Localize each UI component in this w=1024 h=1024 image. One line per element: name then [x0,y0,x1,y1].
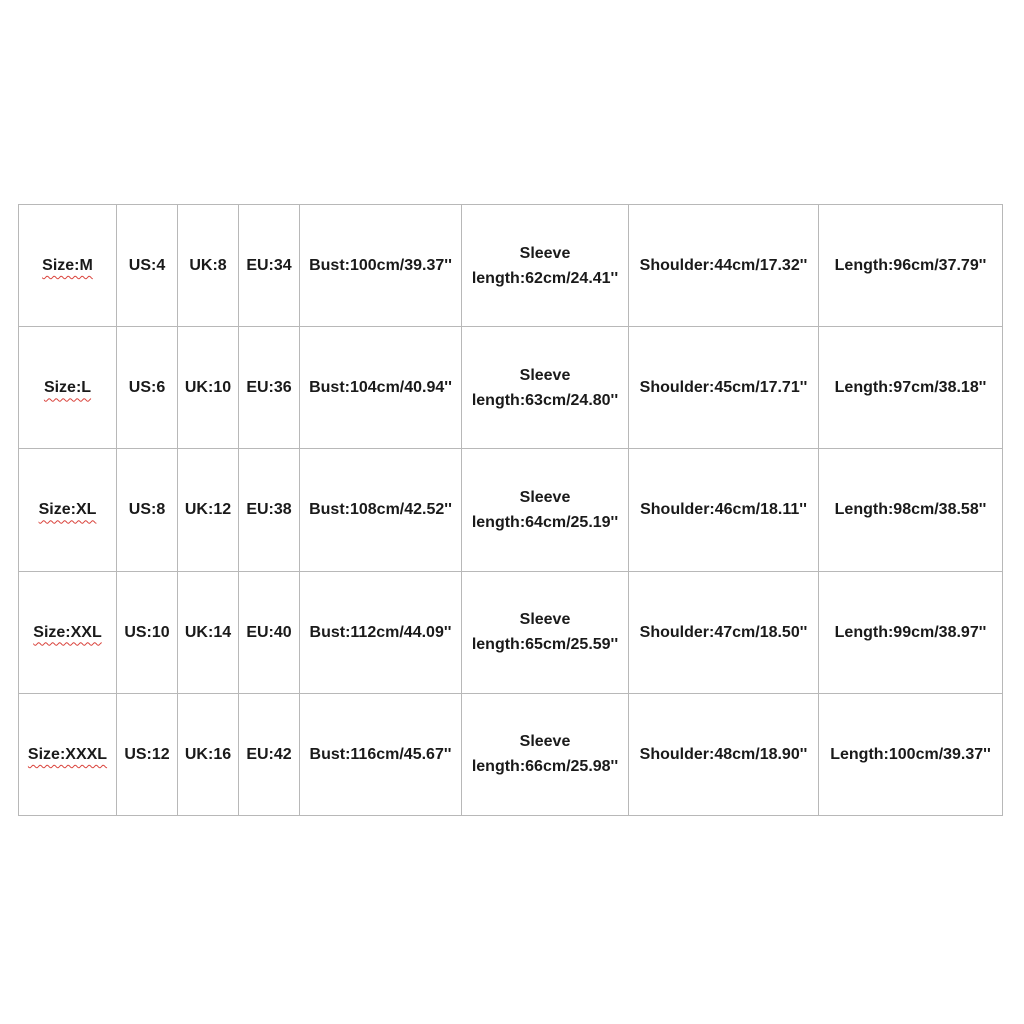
size-chart-table [18,204,1003,816]
eu-size-cell: EU:36 [239,327,300,449]
length-cell: Length:98cm/38.58'' [819,449,1003,571]
length-cell: Length:97cm/38.18'' [819,327,1003,449]
sleeve-label-line: Sleeve [519,611,571,629]
us-size-cell: US:12 [117,693,178,815]
bust-cell: Bust:104cm/40.94'' [300,327,462,449]
shoulder-cell: Shoulder:45cm/17.71'' [629,327,819,449]
size-label: Size:XXXL [27,745,108,763]
size-row-xxl [19,571,1003,693]
bust-cell: Bust:112cm/44.09'' [300,571,462,693]
sleeve-label-line: Sleeve [519,733,571,751]
bust-cell: Bust:100cm/39.37'' [300,205,462,327]
us-size-cell: US:8 [117,449,178,571]
sleeve-length-cell [462,449,629,571]
us-size-cell: US:4 [117,205,178,327]
uk-size-cell: UK:12 [178,449,239,571]
sleeve-length-cell [462,693,629,815]
size-cell [19,205,117,327]
bust-cell: Bust:116cm/45.67'' [300,693,462,815]
size-label: Size:XL [38,501,97,519]
size-label: Size:XXL [33,623,102,641]
sleeve-value-line: length:66cm/25.98'' [471,758,619,776]
sleeve-length-cell [462,571,629,693]
uk-size-cell: UK:16 [178,693,239,815]
size-cell [19,693,117,815]
uk-size-cell: UK:8 [178,205,239,327]
sleeve-value-line: length:63cm/24.80'' [471,391,619,409]
sleeve-length-cell [462,327,629,449]
size-row-m [19,205,1003,327]
sleeve-label-line: Sleeve [519,488,571,506]
sleeve-value-line: length:65cm/25.59'' [471,636,619,654]
sleeve-value-line: length:62cm/24.41'' [471,269,619,287]
shoulder-cell: Shoulder:47cm/18.50'' [629,571,819,693]
size-row-xl [19,449,1003,571]
length-cell: Length:96cm/37.79'' [819,205,1003,327]
sleeve-label-line: Sleeve [519,366,571,384]
eu-size-cell: EU:34 [239,205,300,327]
size-label: Size:L [43,379,92,397]
shoulder-cell: Shoulder:44cm/17.32'' [629,205,819,327]
sleeve-length-cell [462,205,629,327]
size-cell [19,449,117,571]
us-size-cell: US:10 [117,571,178,693]
size-row-xxxl [19,693,1003,815]
us-size-cell: US:6 [117,327,178,449]
eu-size-cell: EU:40 [239,571,300,693]
eu-size-cell: EU:38 [239,449,300,571]
size-row-l [19,327,1003,449]
shoulder-cell: Shoulder:46cm/18.11'' [629,449,819,571]
size-label: Size:M [42,257,93,275]
uk-size-cell: UK:10 [178,327,239,449]
sleeve-value-line: length:64cm/25.19'' [471,513,619,531]
size-cell [19,571,117,693]
size-cell [19,327,117,449]
length-cell: Length:99cm/38.97'' [819,571,1003,693]
uk-size-cell: UK:14 [178,571,239,693]
sleeve-label-line: Sleeve [519,244,571,262]
eu-size-cell: EU:42 [239,693,300,815]
length-cell: Length:100cm/39.37'' [819,693,1003,815]
shoulder-cell: Shoulder:48cm/18.90'' [629,693,819,815]
bust-cell: Bust:108cm/42.52'' [300,449,462,571]
